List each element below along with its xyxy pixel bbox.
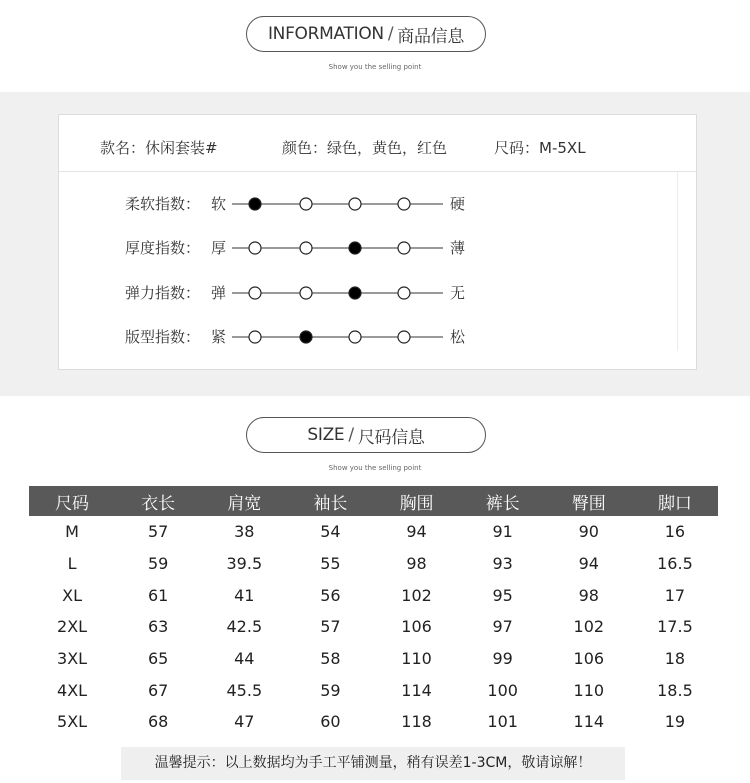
elasticity-index-right: 无 — [450, 284, 466, 302]
table-row — [29, 706, 718, 738]
table-cell: 18.5 — [657, 680, 693, 700]
softness-index-left: 软 — [211, 195, 227, 213]
table-cell: XL — [62, 585, 82, 605]
table-cell: 101 — [487, 712, 518, 732]
thickness-index-label: 厚度指数： — [125, 239, 201, 257]
product-colors — [282, 137, 447, 158]
elasticity-index — [0, 281, 750, 305]
fit-index-right: 松 — [450, 328, 466, 346]
thickness-index-left: 厚 — [211, 239, 227, 257]
fit-index — [0, 325, 750, 349]
table-cell: 110 — [401, 649, 432, 669]
scale-dot-selected — [349, 242, 361, 254]
table-cell: 102 — [573, 617, 605, 637]
info-divider — [59, 171, 696, 172]
title-separator: / — [348, 425, 354, 445]
table-cell: 59 — [320, 680, 341, 700]
table-cell: 98 — [406, 554, 427, 574]
table-cell: 91 — [492, 522, 513, 542]
table-cell: 106 — [573, 649, 605, 669]
table-cell: 54 — [320, 522, 341, 542]
table-cell: 118 — [401, 712, 432, 732]
table-cell: 45.5 — [226, 680, 263, 700]
product-colors-value: 绿色，黄色，红色 — [327, 139, 448, 157]
table-cell: 2XL — [57, 617, 88, 637]
column-header: 臀围 — [546, 486, 632, 516]
column-header: 衣长 — [115, 486, 201, 516]
table-row — [29, 674, 718, 706]
table-cell: 68 — [148, 712, 169, 732]
scale-dot — [300, 198, 312, 210]
table-cell: 5XL — [57, 712, 88, 732]
elasticity-index-left: 弹 — [211, 284, 227, 302]
title-separator: / — [387, 24, 394, 44]
table-cell: 55 — [320, 554, 341, 574]
table-cell: 110 — [573, 680, 605, 700]
table-cell: 93 — [492, 554, 513, 574]
table-row — [29, 516, 718, 548]
table-cell: 47 — [234, 712, 255, 732]
table-cell: 95 — [492, 585, 513, 605]
column-header: 脚口 — [632, 486, 718, 516]
table-row — [29, 611, 718, 643]
product-colors-label: 颜色： — [282, 139, 328, 157]
table-cell: 16.5 — [657, 554, 693, 574]
scale-dot — [398, 331, 410, 343]
product-sizes — [494, 137, 586, 158]
table-cell: 94 — [406, 522, 427, 542]
table-cell: 61 — [148, 585, 169, 605]
softness-index-right: 硬 — [450, 195, 466, 213]
softness-index — [0, 192, 750, 216]
scale-dot — [300, 287, 312, 299]
scale-dot — [398, 287, 410, 299]
table-cell: L — [67, 554, 77, 574]
scale-dot — [249, 287, 261, 299]
table-cell: 38 — [234, 522, 255, 542]
elasticity-index-label: 弹力指数： — [125, 284, 201, 302]
size-title-en: SIZE — [307, 425, 345, 445]
product-sizes-value: M-5XL — [539, 139, 586, 157]
table-cell: 4XL — [57, 680, 88, 700]
scale-dot — [398, 242, 410, 254]
scale-dot — [249, 242, 261, 254]
table-cell: 94 — [578, 554, 599, 574]
table-cell: 97 — [492, 617, 513, 637]
softness-index-label: 柔软指数： — [125, 195, 201, 213]
table-row — [29, 548, 718, 580]
table-cell: M — [65, 522, 79, 542]
table-cell: 60 — [320, 712, 341, 732]
scale-dot — [349, 331, 361, 343]
information-subtitle: Show you the selling point — [328, 63, 422, 71]
thickness-index-right: 薄 — [450, 239, 466, 257]
table-cell: 63 — [148, 617, 169, 637]
column-header: 袖长 — [287, 486, 373, 516]
size-table-header — [29, 486, 718, 516]
table-cell: 44 — [234, 649, 255, 669]
size-table — [29, 486, 718, 738]
table-cell: 65 — [148, 649, 169, 669]
table-cell: 19 — [664, 712, 686, 732]
thickness-index — [0, 236, 750, 260]
table-cell: 17 — [664, 585, 686, 605]
product-name-value: 休闲套装# — [145, 139, 218, 157]
table-cell: 100 — [487, 680, 518, 700]
scale-dot-selected — [300, 331, 312, 343]
column-header: 肩宽 — [201, 486, 287, 516]
table-cell: 39.5 — [226, 554, 263, 574]
column-header: 尺码 — [29, 486, 115, 516]
scale-dot-selected — [249, 198, 261, 210]
elasticity-index-scale — [230, 281, 445, 305]
table-cell: 56 — [320, 585, 341, 605]
table-cell: 114 — [573, 712, 605, 732]
table-cell: 42.5 — [226, 617, 263, 637]
table-cell: 106 — [401, 617, 432, 637]
table-cell: 3XL — [57, 649, 88, 669]
information-title-pill — [246, 16, 486, 52]
table-cell: 58 — [320, 649, 341, 669]
table-cell: 57 — [148, 522, 169, 542]
product-name — [100, 137, 218, 158]
thickness-index-scale — [230, 236, 445, 260]
table-cell: 99 — [492, 649, 513, 669]
fit-index-left: 紧 — [211, 328, 227, 346]
table-cell: 67 — [148, 680, 169, 700]
product-name-label: 款名： — [100, 139, 146, 157]
product-sizes-label: 尺码： — [494, 139, 540, 157]
table-cell: 59 — [148, 554, 169, 574]
table-cell: 17.5 — [657, 617, 693, 637]
fit-index-scale — [230, 325, 445, 349]
scale-dot-selected — [349, 287, 361, 299]
table-cell: 98 — [578, 585, 599, 605]
scale-dot — [398, 198, 410, 210]
table-row — [29, 579, 718, 611]
table-cell: 102 — [401, 585, 432, 605]
scale-dot — [300, 242, 312, 254]
measurement-note: 温馨提示：以上数据均为手工平铺测量，稍有误差1-3CM，敬请谅解！ — [121, 747, 625, 780]
column-header: 裤长 — [460, 486, 546, 516]
information-title-en: INFORMATION — [267, 24, 384, 44]
table-cell: 16 — [664, 522, 686, 542]
table-cell: 41 — [234, 585, 255, 605]
table-cell: 18 — [664, 649, 686, 669]
table-cell: 57 — [320, 617, 341, 637]
column-header: 胸围 — [374, 486, 460, 516]
table-row — [29, 643, 718, 675]
size-title-cn: 尺码信息 — [357, 427, 425, 448]
information-title-cn: 商品信息 — [397, 26, 465, 47]
softness-index-scale — [230, 192, 445, 216]
fit-index-label: 版型指数： — [125, 328, 201, 346]
table-cell: 114 — [401, 680, 432, 700]
size-title-pill — [246, 417, 486, 453]
table-cell: 90 — [578, 522, 599, 542]
size-subtitle: Show you the selling point — [328, 464, 422, 472]
scale-dot — [249, 331, 261, 343]
scale-dot — [349, 198, 361, 210]
